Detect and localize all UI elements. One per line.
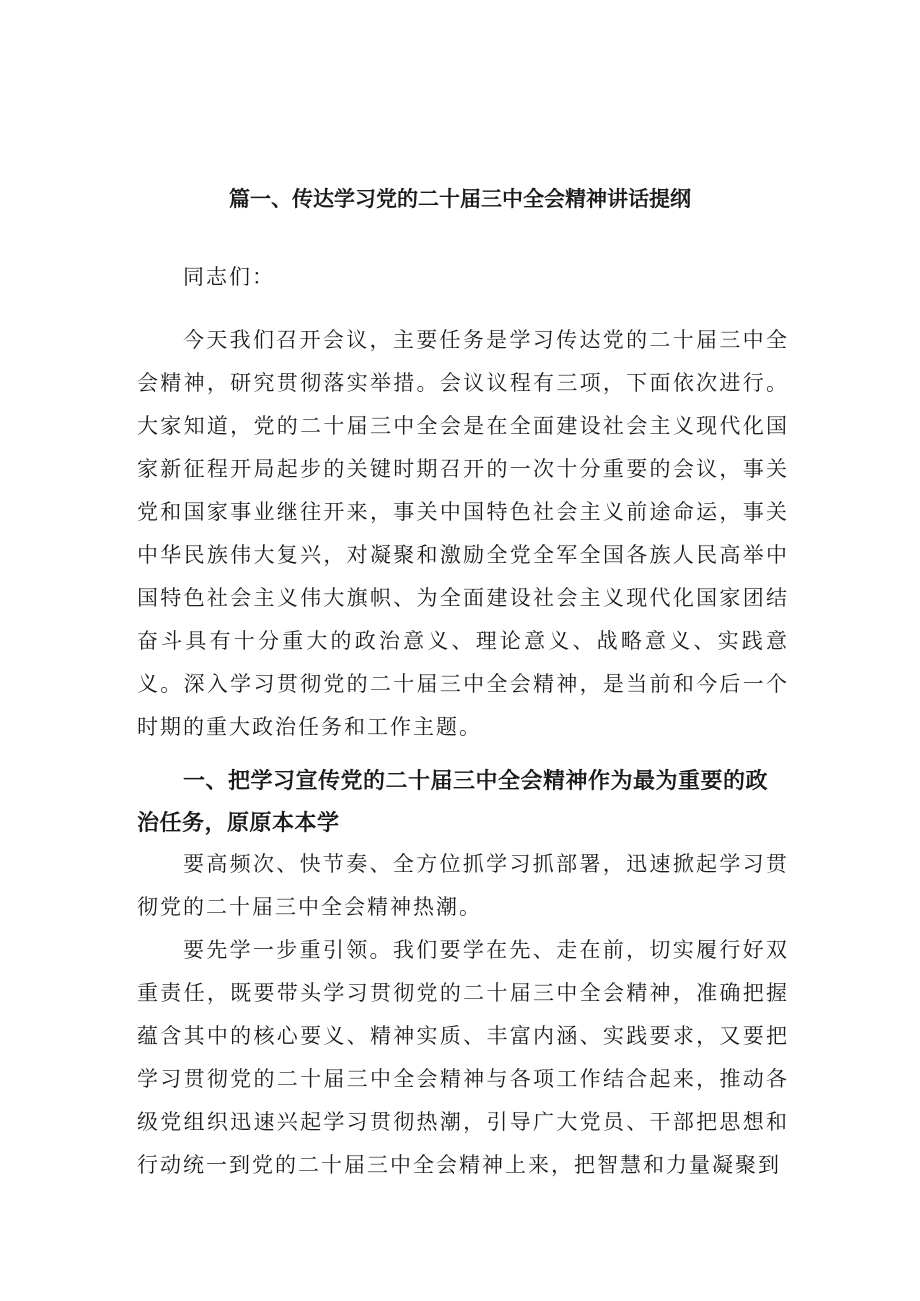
paragraph-intro: 今天我们召开会议，主要任务是学习传达党的二十届三中全会精神，研究贯彻落实举措。会议议程有三项，下面依次进行。大家知道，党的二十届三中全会是在全面建设社会主义现代化国家新征程开局起步的关键时期召开的一次十分重要的会议，事关党和国家事业继往开来，事关中国特色社会主义前途命运，事关中华民族伟大复兴，对凝聚和激励全党全军全国各族人民高举中国特色社会主义伟大旗帜、为全面建设社会主义现代化国家团结奋斗具有十分重大的政治意义、理论意义、战略意义、实践意义。深入学习贯彻党的二十届三中全会精神，是当前和今后一个时期的重大政治任务和工作主题。 bbox=[137, 328, 789, 739]
section-heading: 一、把学习宣传党的二十届三中全会精神作为最为重要的政治任务，原原本本学 bbox=[137, 769, 769, 836]
document-title: 篇一、传达学习党的二十届三中全会精神讲话提纲 bbox=[229, 187, 691, 211]
paragraph-section-1: 要高频次、快节奏、全方位抓学习抓部署，迅速掀起学习贯彻党的二十届三中全会精神热潮。 bbox=[137, 852, 789, 919]
salutation: 同志们： bbox=[183, 265, 275, 289]
paragraph-section-2: 要先学一步重引领。我们要学在先、走在前，切实履行好双重责任，既要带头学习贯彻党的二十届三中全会精神，准确把握蕴含其中的核心要义、精神实质、丰富内涵、实践要求，又要把学习贯彻党的二十届三中全会精神与各项工作结合起来，推动各级党组织迅速兴起学习贯彻热潮，引导广大党员、干部把思想和行动统一到党的二十届三中全会精神上来，把智慧和力量凝聚到 bbox=[137, 938, 789, 1177]
